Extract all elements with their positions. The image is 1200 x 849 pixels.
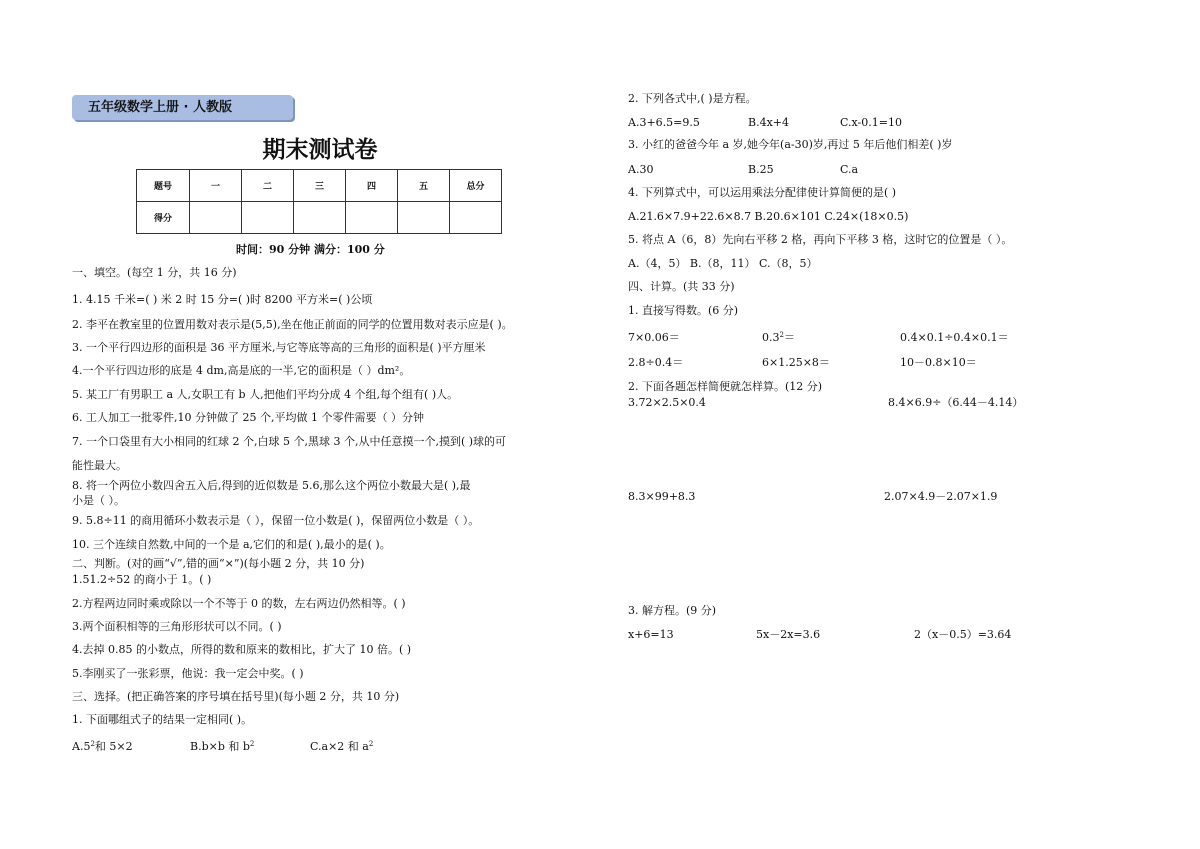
score-cell[interactable] xyxy=(294,202,346,234)
judge-question-4: 4.去掉 0.85 的小数点，所得的数和原来的数相比，扩大了 10 倍。( ) xyxy=(72,643,412,656)
fill-question-1: 1. 4.15 千米=( ) 米 2 时 15 分=( )时 8200 平方米=( )公顷 xyxy=(72,293,373,306)
fill-question-8-line-1: 8. 将一个两位小数四舍五入后,得到的近似数是 5.6,那么这个两位小数最大是( ),最 xyxy=(72,479,471,492)
score-table-header: 题号 xyxy=(137,170,190,202)
option-text: A.5 xyxy=(72,740,91,753)
fill-question-2: 2. 李平在教室里的位置用数对表示是(5,5),坐在他正前面的同学的位置用数对表示应是( )。 xyxy=(72,318,513,331)
fill-question-10: 10. 三个连续自然数,中间的一个是 a,它们的和是( ),最小的是( )。 xyxy=(72,538,391,551)
choice-3-option-b: B.25 xyxy=(748,163,774,176)
choice-2-option-c: C.x-0.1=10 xyxy=(840,116,902,129)
part-3-heading: 3. 解方程。(9 分) xyxy=(628,604,717,617)
simplify-calc-2: 8.4×6.9÷（6.44－4.14） xyxy=(888,396,1024,409)
judge-question-1: 1.51.2÷52 的商小于 1。( ) xyxy=(72,573,212,586)
simplify-calc-1: 3.72×2.5×0.4 xyxy=(628,396,706,409)
choice-1-option-c xyxy=(310,740,373,754)
superscript: 2 xyxy=(779,331,784,339)
superscript: 2 xyxy=(249,740,255,748)
score-table-header: 五 xyxy=(398,170,450,202)
exam-info: 时间：90 分钟 满分：100 分 xyxy=(236,243,385,256)
fill-question-4: 4.一个平行四边形的底是 4 dm,高是底的一半,它的面积是（ ）dm²。 xyxy=(72,364,411,377)
part-2-heading: 2. 下面各题怎样简便就怎样算。(12 分) xyxy=(628,380,823,393)
choice-3-option-a: A.30 xyxy=(628,163,654,176)
section-3-heading: 三、选择。(把正确答案的序号填在括号里)(每小题 2 分，共 10 分) xyxy=(72,690,400,703)
fill-question-7-line-1: 7. 一个口袋里有大小相同的红球 2 个,白球 5 个,黑球 3 个,从中任意摸一个,摸到( )球的可 xyxy=(72,435,507,448)
section-2-heading: 二、判断。(对的画“√”,错的画“×”)(每小题 2 分，共 10 分) xyxy=(72,557,365,570)
score-table-score-row xyxy=(137,202,502,234)
choice-question-3: 3. 小红的爸爸今年 a 岁,她今年(a-30)岁,再过 5 年后他们相差( )岁 xyxy=(628,138,953,151)
choice-question-5: 5. 将点 A（6，8）先向右平移 2 格，再向下平移 3 格，这时它的位置是（ ）。 xyxy=(628,233,1013,246)
score-table-header-row xyxy=(137,170,502,202)
fill-question-9: 9. 5.8÷11 的商用循环小数表示是（ ），保留一位小数是( )，保留两位小数是（ ）。 xyxy=(72,514,480,527)
superscript: 2 xyxy=(368,740,374,748)
choice-1-option-b xyxy=(190,740,254,754)
choice-2-option-b: B.4x+4 xyxy=(748,116,789,129)
simplify-calc-3: 8.3×99+8.3 xyxy=(628,490,696,503)
score-cell[interactable] xyxy=(190,202,242,234)
score-table xyxy=(136,169,502,234)
fill-question-6: 6. 工人加工一批零件,10 分钟做了 25 个,平均做 1 个零件需要（ ）分钟 xyxy=(72,411,424,424)
oral-calc-3: 0.4×0.1÷0.4×0.1＝ xyxy=(900,331,1009,344)
oral-calc-4: 2.8÷0.4＝ xyxy=(628,356,684,369)
score-cell[interactable] xyxy=(450,202,502,234)
score-row-label: 得分 xyxy=(137,202,190,234)
part-1-heading: 1. 直接写得数。(6 分) xyxy=(628,304,739,317)
equation-3: 2（x－0.5）=3.64 xyxy=(914,628,1012,641)
superscript: 2 xyxy=(90,740,95,748)
grade-badge: 五年级数学上册 · 人教版 xyxy=(72,95,293,120)
score-cell[interactable] xyxy=(398,202,450,234)
page-title: 期末测试卷 xyxy=(262,137,378,163)
choice-question-4: 4. 下列算式中，可以运用乘法分配律使计算简便的是( ) xyxy=(628,186,897,199)
choice-2-option-a: A.3+6.5=9.5 xyxy=(628,116,700,129)
calc-text: ＝ xyxy=(783,331,795,344)
score-cell[interactable] xyxy=(242,202,294,234)
fill-question-8-line-2: 小是（ ）。 xyxy=(72,494,125,507)
fill-question-3: 3. 一个平行四边形的面积是 36 平方厘米,与它等底等高的三角形的面积是( )平方厘米 xyxy=(72,341,486,354)
score-table-header: 二 xyxy=(242,170,294,202)
choice-question-2: 2. 下列各式中,( )是方程。 xyxy=(628,92,757,105)
choice-1-option-a xyxy=(72,740,133,754)
judge-question-3: 3.两个面积相等的三角形形状可以不同。( ) xyxy=(72,620,282,633)
choice-4-options: A.21.6×7.9+22.6×8.7 B.20.6×101 C.24×(18×0.5) xyxy=(628,210,909,223)
score-table-header: 一 xyxy=(190,170,242,202)
score-cell[interactable] xyxy=(346,202,398,234)
choice-3-option-c: C.a xyxy=(840,163,859,176)
oral-calc-5: 6×1.25×8＝ xyxy=(762,356,830,369)
choice-question-1: 1. 下面哪组式子的结果一定相同( )。 xyxy=(72,713,253,726)
fill-question-5: 5. 某工厂有男职工 a 人,女职工有 b 人,把他们平均分成 4 个组,每个组有( )人。 xyxy=(72,388,459,401)
score-table-header: 四 xyxy=(346,170,398,202)
choice-5-options: A.（4，5） B.（8，11） C.（8，5） xyxy=(628,257,818,270)
section-4-heading: 四、计算。(共 33 分) xyxy=(628,280,735,293)
equation-1: x+6=13 xyxy=(628,628,674,641)
calc-text: 0.3 xyxy=(762,331,780,344)
judge-question-5: 5.李刚买了一张彩票，他说：我一定会中奖。( ) xyxy=(72,667,304,680)
option-text: B.b×b 和 b xyxy=(190,740,250,753)
oral-calc-1: 7×0.06＝ xyxy=(628,331,680,344)
oral-calc-6: 10－0.8×10＝ xyxy=(900,356,977,369)
judge-question-2: 2.方程两边同时乘或除以一个不等于 0 的数，左右两边仍然相等。( ) xyxy=(72,597,406,610)
section-1-heading: 一、填空。(每空 1 分，共 16 分) xyxy=(72,266,237,279)
oral-calc-2 xyxy=(762,331,795,345)
fill-question-7-line-2: 能性最大。 xyxy=(72,459,127,472)
simplify-calc-4: 2.07×4.9－2.07×1.9 xyxy=(884,490,998,503)
score-table-header: 总分 xyxy=(450,170,502,202)
option-text: C.a×2 和 a xyxy=(310,740,369,753)
equation-2: 5x－2x=3.6 xyxy=(756,628,821,641)
score-table-header: 三 xyxy=(294,170,346,202)
option-text: 和 5×2 xyxy=(94,740,133,753)
